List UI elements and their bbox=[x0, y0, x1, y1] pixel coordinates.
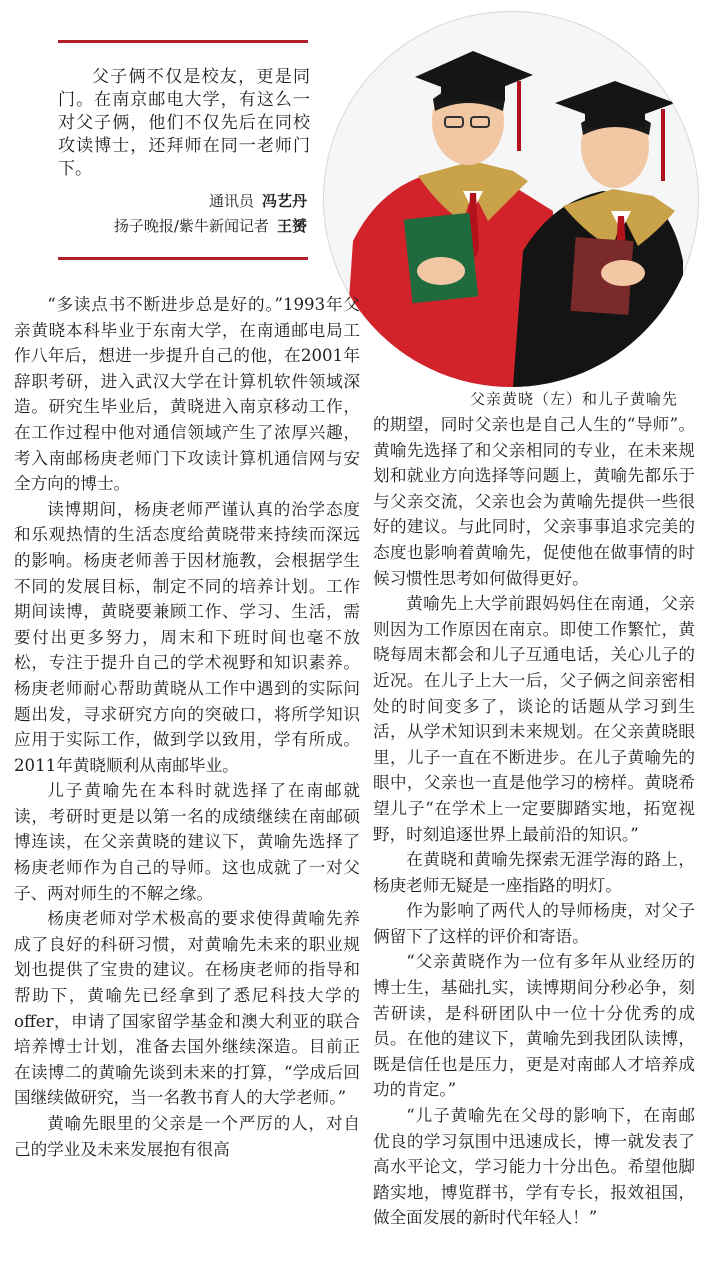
photo-caption: 父亲黄晓（左）和儿子黄喻先 bbox=[470, 390, 679, 408]
byline-correspondent bbox=[209, 190, 307, 211]
article-right-column bbox=[373, 412, 695, 1231]
graduates-illustration bbox=[323, 11, 699, 387]
paragraph-continued: 的期望，同时父亲也是自己人生的“导师”。黄喻先选择了和父亲相同的专业，在未来规划和就业方向选择等问题上，黄喻先都乐于与父亲交流，父亲也会为黄喻先提供一些很好的建议。与此同时，父亲事事追求完美的态度也影响着黄喻先，促使他在做事情的时候习惯性思考如何做得更好。 bbox=[373, 415, 695, 588]
byline-role: 通讯员 bbox=[208, 192, 254, 210]
byline-name: 王赟 bbox=[276, 217, 307, 235]
byline-reporter bbox=[114, 215, 307, 236]
paragraph: 黄喻先眼里的父亲是一个严厉的人，对自己的学业及未来发展抱有很高 bbox=[14, 1114, 360, 1159]
article-left-column bbox=[14, 292, 360, 1162]
byline-role: 扬子晚报/紫牛新闻记者 bbox=[113, 217, 269, 235]
paragraph: 杨庚老师对学术极高的要求使得黄喻先养成了良好的科研习惯，对黄喻先未来的职业规划也提供了宝贵的建议。在杨庚老师的指导和帮助下，黄喻先已经拿到了悉尼科技大学的offer，申请了国家留学基金和澳大利亚的联合培养博士计划，准备去国外继续深造。目前正在读博二的黄喻先谈到未来的打算，“学成后回国继续做研究，当一名教书育人的大学老师。” bbox=[14, 909, 360, 1108]
bottom-red-rule bbox=[58, 257, 308, 260]
son-figure bbox=[513, 81, 683, 387]
paragraph: 儿子黄喻先在本科时就选择了在南邮就读，考研时更是以第一名的成绩继续在南邮硕博连读，在父亲黄晓的建议下，黄喻先选择了杨庚老师作为自己的导师。这也成就了一对父子、两对师生的不解之缘。 bbox=[14, 781, 360, 903]
paragraph: “父亲黄晓作为一位有多年从业经历的博士生，基础扎实，读博期间分秒必争，刻苦研读，是科研团队中一位十分优秀的成员。在他的建议下，黄喻先到我团队读博，既是信任也是压力，更是对南邮人才培养成功的肯定。” bbox=[373, 952, 695, 1100]
lead-paragraph: 父子俩不仅是校友，更是同门。在南京邮电大学，有这么一对父子俩，他们不仅先后在同校攻读博士，还拜师在同一老师门下。 bbox=[58, 67, 310, 179]
paragraph: “儿子黄喻先在父母的影响下，在南邮优良的学习氛围中迅速成长，博一就发表了高水平论文，学习能力十分出色。希望他脚踏实地，博览群书，学有专长，报效祖国，做全面发展的新时代年轻人！” bbox=[373, 1106, 695, 1228]
paragraph: 在黄晓和黄喻先探索无涯学海的路上，杨庚老师无疑是一座指路的明灯。 bbox=[373, 850, 695, 895]
paragraph: 作为影响了两代人的导师杨庚，对父子俩留下了这样的评价和寄语。 bbox=[373, 901, 695, 946]
top-red-rule bbox=[58, 40, 308, 43]
paragraph: “多读点书不断进步总是好的。”1993年父亲黄晓本科毕业于东南大学，在南通邮电局工作八年后，想进一步提升自己的他，在2001年辞职考研，进入武汉大学在计算机软件领域深造。研究生毕业后，黄晓进入南京移动工作，在工作过程中他对通信领域产生了浓厚兴趣，考入南邮杨庚老师门下攻读计算机通信网与安全方向的博士。 bbox=[14, 295, 360, 494]
paragraph: 读博期间，杨庚老师严谨认真的治学态度和乐观热情的生活态度给黄晓带来持续而深远的影响。杨庚老师善于因材施教，会根据学生不同的发展目标，制定不同的培养计划。工作期间读博，黄晓要兼顾工作、学习、生活，需要付出更多努力，周末和下班时间也毫不放松，专注于提升自己的学术视野和知识素养。杨庚老师耐心帮助黄晓从工作中遇到的实际问题出发，寻求研究方向的突破口，将所学知识应用于实际工作，做到学以致用，学有所成。2011年黄晓顺利从南邮毕业。 bbox=[14, 499, 360, 775]
byline-name: 冯艺丹 bbox=[261, 192, 307, 210]
graduates-photo bbox=[323, 11, 699, 387]
paragraph: 黄喻先上大学前跟妈妈住在南通，父亲则因为工作原因在南京。即使工作繁忙，黄晓每周末都会和儿子互通电话，关心儿子的近况。在儿子上大一后，父子俩之间亲密相处的时间变多了，谈论的话题从学习到生活，从学术知识到未来规划。在父亲黄晓眼里，儿子一直在不断进步。在儿子黄喻先的眼中，父亲也一直是他学习的榜样。黄晓希望儿子“在学术上一定要脚踏实地，拓宽视野，时刻追逐世界上最前沿的知识。” bbox=[373, 594, 695, 844]
